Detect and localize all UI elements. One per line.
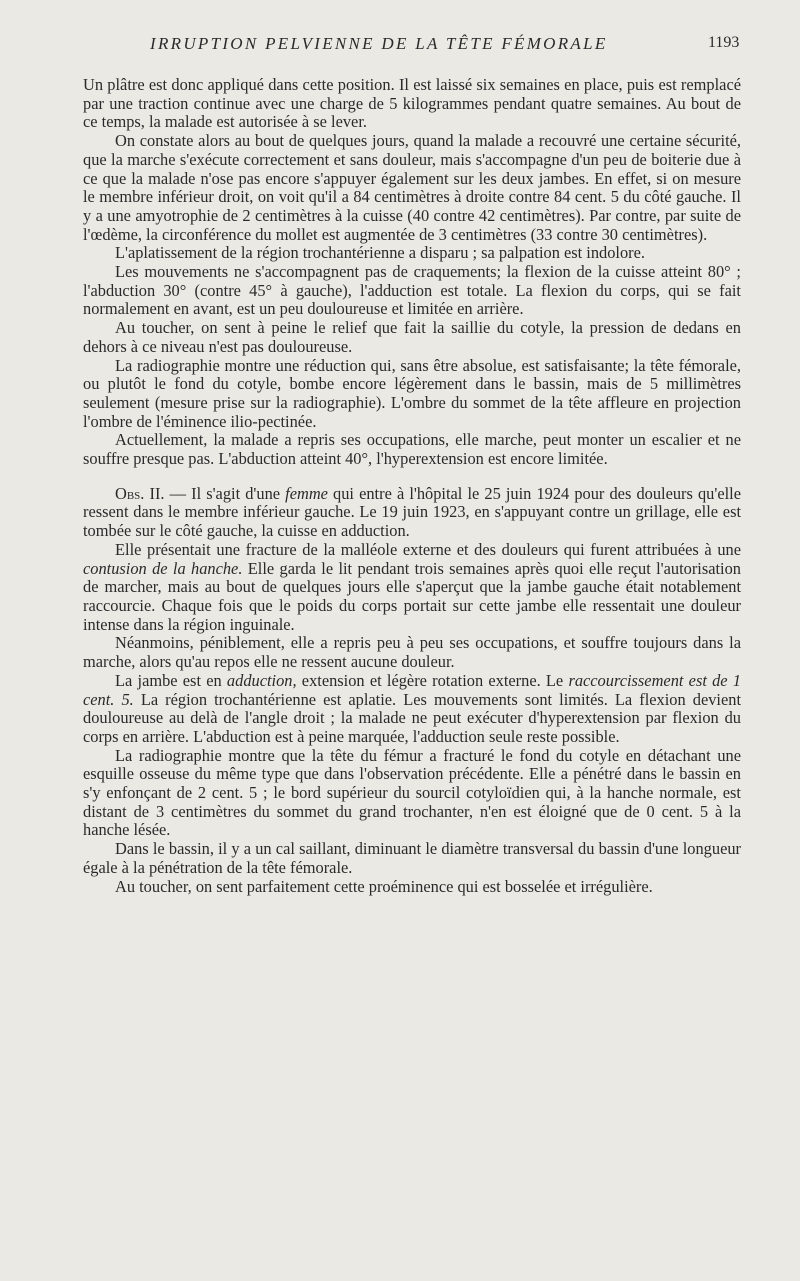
text-run: qui entre à l'hôpital le 25 juin 1924 pour des douleurs qu'elle ressent dans le membre inférieur gauche. Le 19 juin 1923, en s'appuyant contre un grillage, elle est tombée sur le côté gauche, la cuisse en adduction. [83, 483, 741, 541]
observation-paragraph [83, 485, 741, 541]
paragraph: La radiographie montre une réduction qui, sans être absolue, est satisfaisante; la tête fémorale, ou plutôt le fond du cotyle, bombe encore légèrement dans le bassin, mais de 5 millimètres seulement (mesure prise sur la radiographie). L'ombre du sommet de la tête affleure en projection l'ombre de l'éminence ilio-pectinée. [83, 355, 741, 431]
paragraph: Les mouvements ne s'accompagnent pas de craquements; la flexion de la cuisse atteint 80° ; l'abduction 30° (contre 45° à gauche), l'adduction est totale. La flexion du corps, qui se fait normalement en avant, est un peu douloureuse et limitée en arrière. [83, 262, 741, 319]
running-header [0, 34, 800, 58]
text-run: Elle garda le lit pendant trois semaines après quoi elle reçut l'autorisation de marcher, mais au bout de quelques jours elle s'aperçut que la jambe gauche était notablement raccourcie. Chaque fois que le poids du corps portait sur cette jambe elle ressentait une douleur intense dans la région inguinale. [83, 558, 742, 634]
page-number: 1193 [708, 34, 740, 51]
paragraph: Au toucher, on sent à peine le relief que fait la saillie du cotyle, la pression de dedans en dehors à ce niveau n'est pas douloureuse. [83, 318, 741, 356]
running-title: IRRUPTION PELVIENNE DE LA TÊTE FÉMORALE [150, 34, 608, 53]
body-text [83, 76, 741, 896]
paragraph: Actuellement, la malade a repris ses occupations, elle marche, peut monter un escalier et ne souffre presque pas. L'abduction atteint 40°, l'hyperextension est encore limitée. [83, 430, 741, 469]
paragraph: Au toucher, on sent parfaitement cette proéminence qui est bosselée et irrégulière. [115, 876, 653, 896]
paragraph: Un plâtre est donc appliqué dans cette position. Il est laissé six semaines en place, puis est remplacé par une traction continue avec une charge de 5 kilogrammes pendant quatre semaines. Au bout de ce temps, la malade est autorisée à se lever. [83, 75, 741, 132]
text-run: La jambe est en [115, 670, 227, 690]
paragraph: Néanmoins, péniblement, elle a repris peu à peu ses occupations, et souffre toujours dans la marche, alors qu'au repos elle ne ressent aucune douleur. [83, 633, 741, 672]
emphasis: contusion de la hanche. [83, 558, 243, 578]
paragraph [83, 541, 741, 635]
text-run: — Il s'agit d'une [164, 483, 286, 503]
text-run: extension et légère rotation externe. Le [296, 670, 569, 690]
emphasis: adduction, [226, 670, 297, 690]
emphasis: femme [285, 483, 328, 503]
paragraph [83, 672, 741, 747]
emphasis: raccourcissement est de 1 cent. 5. [83, 670, 741, 709]
observation-label: Obs. II. [115, 483, 165, 503]
paragraph: La radiographie montre que la tête du fémur a fracturé le fond du cotyle en détachant une esquille osseuse du même type que dans l'observation précédente. Elle a pénétré dans le bassin en s'y enfonçant de 2 cent. 5 ; le bord supérieur du sourcil cotyloïdien qui, à la hanche normale, est distant de 3 centimètres du sommet du grand trochanter, n'en est éloigné que de 0 cent. 5 à la hanche lésée. [83, 745, 741, 840]
paragraph: On constate alors au bout de quelques jours, quand la malade a recouvré une certaine sécurité, que la marche s'exécute correctement et sans douleur, mais s'accompagne d'un peu de boiterie due à ce que la malade n'ose pas encore s'appuyer également sur les deux jambes. En effet, si on mesure le membre inférieur droit, on voit qu'il a 84 centimètres à droite contre 84 cent. 5 du côté gauche. Il y a une amyotrophie de 2 centimètres à la cuisse (40 contre 42 centimètres). Par contre, par suite de l'œdème, la circonférence du mollet est augmentée de 3 centimètres (33 contre 30 centimètres). [83, 131, 741, 244]
text-run: La région trochantérienne est aplatie. Les mouvements sont limités. La flexion devient douloureuse au delà de l'angle droit ; la malade ne peut exécuter d'hyperextension par flexion du corps en arrière. L'abduction est à peine marquée, l'adduction seule reste possible. [83, 689, 742, 746]
paragraph: Dans le bassin, il y a un cal saillant, diminuant le diamètre transversal du bassin d'une longueur égale à la pénétration de la tête fémorale. [83, 839, 741, 877]
text-run: Elle présentait une fracture de la malléole externe et des douleurs qui furent attribuées à une [115, 539, 741, 559]
paragraph: L'aplatissement de la région trochantérienne a disparu ; sa palpation est indolore. [115, 243, 646, 263]
